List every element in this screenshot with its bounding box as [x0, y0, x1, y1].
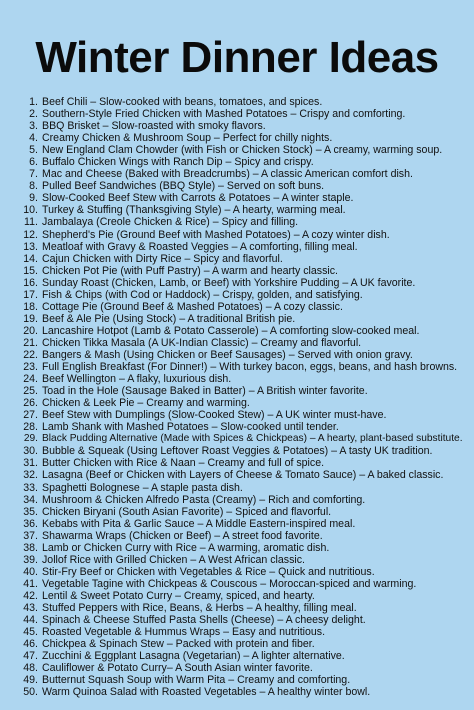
item-number: 35. [23, 505, 38, 518]
list-item [12, 554, 470, 566]
list-item [12, 482, 470, 494]
list-item [12, 433, 470, 445]
item-text: Stuffed Peppers with Rice, Beans, & Herbs – A healthy, filling meal. [42, 601, 357, 614]
item-number: 21. [23, 336, 38, 349]
list-item [12, 686, 470, 698]
item-number: 47. [23, 650, 38, 663]
list-item [12, 638, 470, 650]
item-text: Beef Stew with Dumplings (Slow-Cooked Stew) – A UK winter must-have. [42, 409, 387, 422]
list-item [12, 590, 470, 602]
list-item [12, 445, 470, 457]
list-item [12, 216, 470, 228]
item-number: 3. [29, 120, 38, 133]
item-number: 25. [23, 385, 38, 398]
item-text: Lancashire Hotpot (Lamb & Potato Casserole) – A comforting slow-cooked meal. [42, 324, 420, 337]
list-item [12, 674, 470, 686]
item-number: 7. [29, 168, 38, 181]
item-text: Cottage Pie (Ground Beef & Mashed Potatoes) – A cozy classic. [42, 300, 343, 313]
item-number: 16. [23, 276, 38, 289]
item-text: Cajun Chicken with Dirty Rice – Spicy and flavorful. [42, 252, 283, 265]
item-number: 38. [23, 541, 38, 554]
item-number: 37. [23, 529, 38, 542]
list-item [12, 602, 470, 614]
list-item [12, 229, 470, 241]
item-text: Lamb Shank with Mashed Potatoes – Slow-cooked until tender. [42, 421, 339, 434]
list-item [12, 662, 470, 674]
list-item [12, 385, 470, 397]
item-number: 36. [23, 517, 38, 530]
item-text: Slow-Cooked Beef Stew with Carrots & Potatoes – A winter staple. [42, 192, 354, 205]
item-number: 45. [23, 626, 38, 639]
item-text: BBQ Brisket – Slow-roasted with smoky flavors. [42, 120, 266, 133]
list-item [12, 349, 470, 361]
item-number: 39. [23, 553, 38, 566]
item-number: 50. [23, 686, 38, 699]
item-text: Butternut Squash Soup with Warm Pita – Creamy and comforting. [42, 674, 351, 687]
item-number: 49. [23, 674, 38, 687]
item-text: Shepherd's Pie (Ground Beef with Mashed Potatoes) – A cozy winter dish. [42, 228, 390, 241]
item-number: 46. [23, 638, 38, 651]
list-item [12, 144, 470, 156]
item-number: 28. [23, 421, 38, 434]
item-text: Lamb or Chicken Curry with Rice – A warming, aromatic dish. [42, 541, 330, 554]
item-text: Spinach & Cheese Stuffed Pasta Shells (Cheese) – A cheesy delight. [42, 614, 366, 627]
item-text: Kebabs with Pita & Garlic Sauce – A Middle Eastern-inspired meal. [42, 517, 356, 530]
list-item [12, 650, 470, 662]
list-item [12, 457, 470, 469]
list-item [12, 253, 470, 265]
item-number: 13. [23, 240, 38, 253]
item-text: Spaghetti Bolognese – A staple pasta dish. [42, 481, 243, 494]
item-text: Chickpea & Spinach Stew – Packed with protein and fiber. [42, 638, 315, 651]
list-item [12, 301, 470, 313]
item-text: Chicken Biryani (South Asian Favorite) – Spiced and flavorful. [42, 505, 332, 518]
item-text: Jollof Rice with Grilled Chicken – A West African classic. [42, 553, 305, 566]
item-number: 2. [29, 108, 38, 121]
item-number: 33. [23, 481, 38, 494]
list-item [12, 277, 470, 289]
item-number: 12. [23, 228, 38, 241]
list-item [12, 313, 470, 325]
item-number: 23. [23, 361, 38, 374]
item-number: 34. [23, 493, 38, 506]
item-number: 26. [23, 397, 38, 410]
item-number: 30. [23, 445, 38, 458]
list-item [12, 614, 470, 626]
item-number: 1. [29, 96, 38, 108]
item-text: Mushroom & Chicken Alfredo Pasta (Creamy) – Rich and comforting. [42, 493, 366, 506]
item-text: Lasagna (Beef or Chicken with Layers of Cheese & Tomato Sauce) – A baked classic. [42, 469, 444, 482]
list-item [12, 409, 470, 421]
item-text: Beef Wellington – A flaky, luxurious dish. [42, 373, 232, 386]
item-number: 48. [23, 662, 38, 675]
list-item [12, 241, 470, 253]
item-number: 14. [23, 252, 38, 265]
item-number: 41. [23, 577, 38, 590]
list-item [12, 373, 470, 385]
item-text: Vegetable Tagine with Chickpeas & Couscous – Moroccan-spiced and warming. [42, 577, 417, 590]
item-text: Creamy Chicken & Mushroom Soup – Perfect for chilly nights. [42, 132, 333, 145]
list-item [12, 469, 470, 481]
list-item [12, 265, 470, 277]
list-item [12, 518, 470, 530]
list-item [12, 530, 470, 542]
list-item [12, 337, 470, 349]
item-text: Shawarma Wraps (Chicken or Beef) – A street food favorite. [42, 529, 323, 542]
item-text: Full English Breakfast (For Dinner!) – With turkey bacon, eggs, beans, and hash browns. [42, 361, 458, 374]
item-number: 5. [29, 144, 38, 157]
item-text: Black Pudding Alternative (Made with Spices & Chickpeas) – A hearty, plant-based substitute. [42, 433, 463, 445]
item-text: Toad in the Hole (Sausage Baked in Batter) – A British winter favorite. [42, 385, 368, 398]
list-item [12, 397, 470, 409]
item-number: 6. [29, 156, 38, 169]
item-text: Chicken Tikka Masala (A UK-Indian Classic) – Creamy and flavorful. [42, 336, 362, 349]
item-text: Meatloaf with Gravy & Roasted Veggies – A comforting, filling meal. [42, 240, 358, 253]
item-number: 29. [23, 433, 38, 445]
item-text: Bangers & Mash (Using Chicken or Beef Sausages) – Served with onion gravy. [42, 348, 413, 361]
list-item [12, 325, 470, 337]
list-item [12, 192, 470, 204]
list-item [12, 289, 470, 301]
item-text: Mac and Cheese (Baked with Breadcrumbs) – A classic American comfort dish. [42, 168, 413, 181]
item-number: 10. [23, 204, 38, 217]
item-number: 42. [23, 589, 38, 602]
item-number: 22. [23, 348, 38, 361]
item-text: Roasted Vegetable & Hummus Wraps – Easy and nutritious. [42, 626, 326, 639]
list-item [12, 361, 470, 373]
item-text: Butter Chicken with Rice & Naan – Creamy and full of spice. [42, 457, 325, 470]
list-item [12, 204, 470, 216]
item-text: Fish & Chips (with Cod or Haddock) – Crispy, golden, and satisfying. [42, 288, 363, 301]
item-text: New England Clam Chowder (with Fish or Chicken Stock) – A creamy, warming soup. [42, 144, 443, 157]
item-number: 44. [23, 614, 38, 627]
list-item [12, 494, 470, 506]
list-item [12, 108, 470, 120]
item-text: Jambalaya (Creole Chicken & Rice) – Spicy and filling. [42, 216, 299, 229]
item-number: 43. [23, 601, 38, 614]
item-text: Southern-Style Fried Chicken with Mashed Potatoes – Crispy and comforting. [42, 108, 406, 121]
list-item [12, 421, 470, 433]
item-number: 20. [23, 324, 38, 337]
list-item [12, 168, 470, 180]
item-number: 19. [23, 312, 38, 325]
item-text: Turkey & Stuffing (Thanksgiving Style) – A hearty, warming meal. [42, 204, 346, 217]
list-item [12, 180, 470, 192]
list-item [12, 120, 470, 132]
list-item [12, 566, 470, 578]
dinner-ideas-list [12, 96, 470, 698]
list-item [12, 506, 470, 518]
item-number: 24. [23, 373, 38, 386]
item-number: 11. [24, 216, 38, 229]
list-item [12, 626, 470, 638]
item-text: Stir-Fry Beef or Chicken with Vegetables & Rice – Quick and nutritious. [42, 565, 375, 578]
item-number: 8. [29, 180, 38, 193]
item-text: Bubble & Squeak (Using Leftover Roast Veggies & Potatoes) – A tasty UK tradition. [42, 445, 433, 458]
item-text: Chicken Pot Pie (with Puff Pastry) – A warm and hearty classic. [42, 264, 338, 277]
item-text: Cauliflower & Potato Curry– A South Asian winter favorite. [42, 662, 313, 675]
list-item [12, 542, 470, 554]
item-text: Lentil & Sweet Potato Curry – Creamy, spiced, and hearty. [42, 589, 315, 602]
item-number: 4. [29, 132, 38, 145]
item-text: Pulled Beef Sandwiches (BBQ Style) – Served on soft buns. [42, 180, 325, 193]
item-number: 31. [23, 457, 38, 470]
list-item [12, 578, 470, 590]
item-text: Chicken & Leek Pie – Creamy and warming. [42, 397, 250, 410]
list-item [12, 132, 470, 144]
item-text: Buffalo Chicken Wings with Ranch Dip – Spicy and crispy. [42, 156, 314, 169]
item-number: 27. [23, 409, 38, 422]
item-text: Beef Chili – Slow-cooked with beans, tomatoes, and spices. [42, 96, 323, 108]
item-number: 17. [23, 288, 38, 301]
list-item [12, 156, 470, 168]
item-number: 9. [29, 192, 38, 205]
item-number: 32. [23, 469, 38, 482]
item-number: 40. [23, 565, 38, 578]
item-text: Warm Quinoa Salad with Roasted Vegetables – A healthy winter bowl. [42, 686, 371, 699]
item-number: 18. [23, 300, 38, 313]
list-item [12, 96, 470, 108]
item-text: Zucchini & Eggplant Lasagna (Vegetarian) – A lighter alternative. [42, 650, 345, 663]
item-text: Sunday Roast (Chicken, Lamb, or Beef) with Yorkshire Pudding – A UK favorite. [42, 276, 416, 289]
page-title: Winter Dinner Ideas [35, 33, 439, 82]
item-number: 15. [23, 264, 38, 277]
item-text: Beef & Ale Pie (Using Stock) – A traditional British pie. [42, 312, 296, 325]
